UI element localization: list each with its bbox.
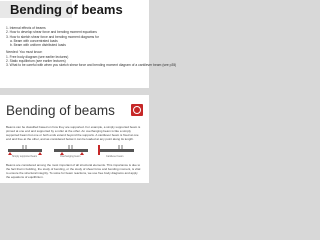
- outline-item: 2. How to develop shear force and bending moment equations: [6, 30, 97, 35]
- body-paragraph: Beams are considered among the most important of all structural elements. This importance is due to the fact that in building, the study of bending, or the study of shear force and bending moment, is vital to ensure the structural integrity. To solve for beam reactions, we use free body diagrams and apply the equations of equilibrium.: [6, 163, 141, 179]
- outline-item: 3. How to sketch shear force and bending moment diagrams for: [6, 34, 99, 39]
- slide-2: [0, 95, 149, 183]
- roller-support-icon: [80, 152, 84, 155]
- logo-mark-icon: [133, 106, 141, 114]
- slide-title: Bending of beams: [6, 103, 115, 118]
- intro-paragraph: Beams can be classified based on how they are supported. For example, a simply supported beam is pinned at one end and supported by a roller at the other. An overhanging beam is like a simply supported beam but one or both ends extend beyond the supports. A cantilever beam is fixed at one end and free at the other, and as considered below it can be loaded at any point along its length.: [6, 125, 141, 141]
- load-arrows-icon: [22, 145, 28, 149]
- beam-caption: Cantilever beam: [106, 155, 124, 158]
- outline-list: [6, 26, 177, 68]
- beam-simply-supported: [8, 149, 42, 152]
- outline-subitem: a. Beam with concentrated loads: [10, 38, 58, 43]
- university-logo-icon: [131, 104, 143, 116]
- needed-heading: Needed: You must know:: [6, 50, 43, 55]
- needed-item: 1. Free body diagram (see earlier lectures): [6, 54, 69, 59]
- slide-1: [0, 0, 177, 88]
- load-arrows-icon: [68, 145, 74, 149]
- beam-caption: Overhanging beam: [60, 155, 81, 158]
- beam-cantilever: [100, 149, 134, 152]
- load-arrows-icon: [118, 145, 124, 149]
- outline-item: 1. Internal effects of beams: [6, 26, 46, 30]
- outline-subitem: b. Beam with uniform distributed loads: [10, 43, 66, 48]
- needed-item: 2. Static equilibrium (see earlier lectures): [6, 59, 66, 64]
- beam-diagrams: [8, 145, 138, 159]
- roller-support-icon: [38, 152, 42, 155]
- slide-title: Bending of beams: [10, 2, 123, 17]
- needed-item: 3. What to be careful with when you sketch shear force and bending moment diagram of a cantilever beam (see p35): [6, 63, 177, 68]
- title-bar: [0, 1, 123, 18]
- beam-caption: Simply supported beam: [12, 155, 38, 158]
